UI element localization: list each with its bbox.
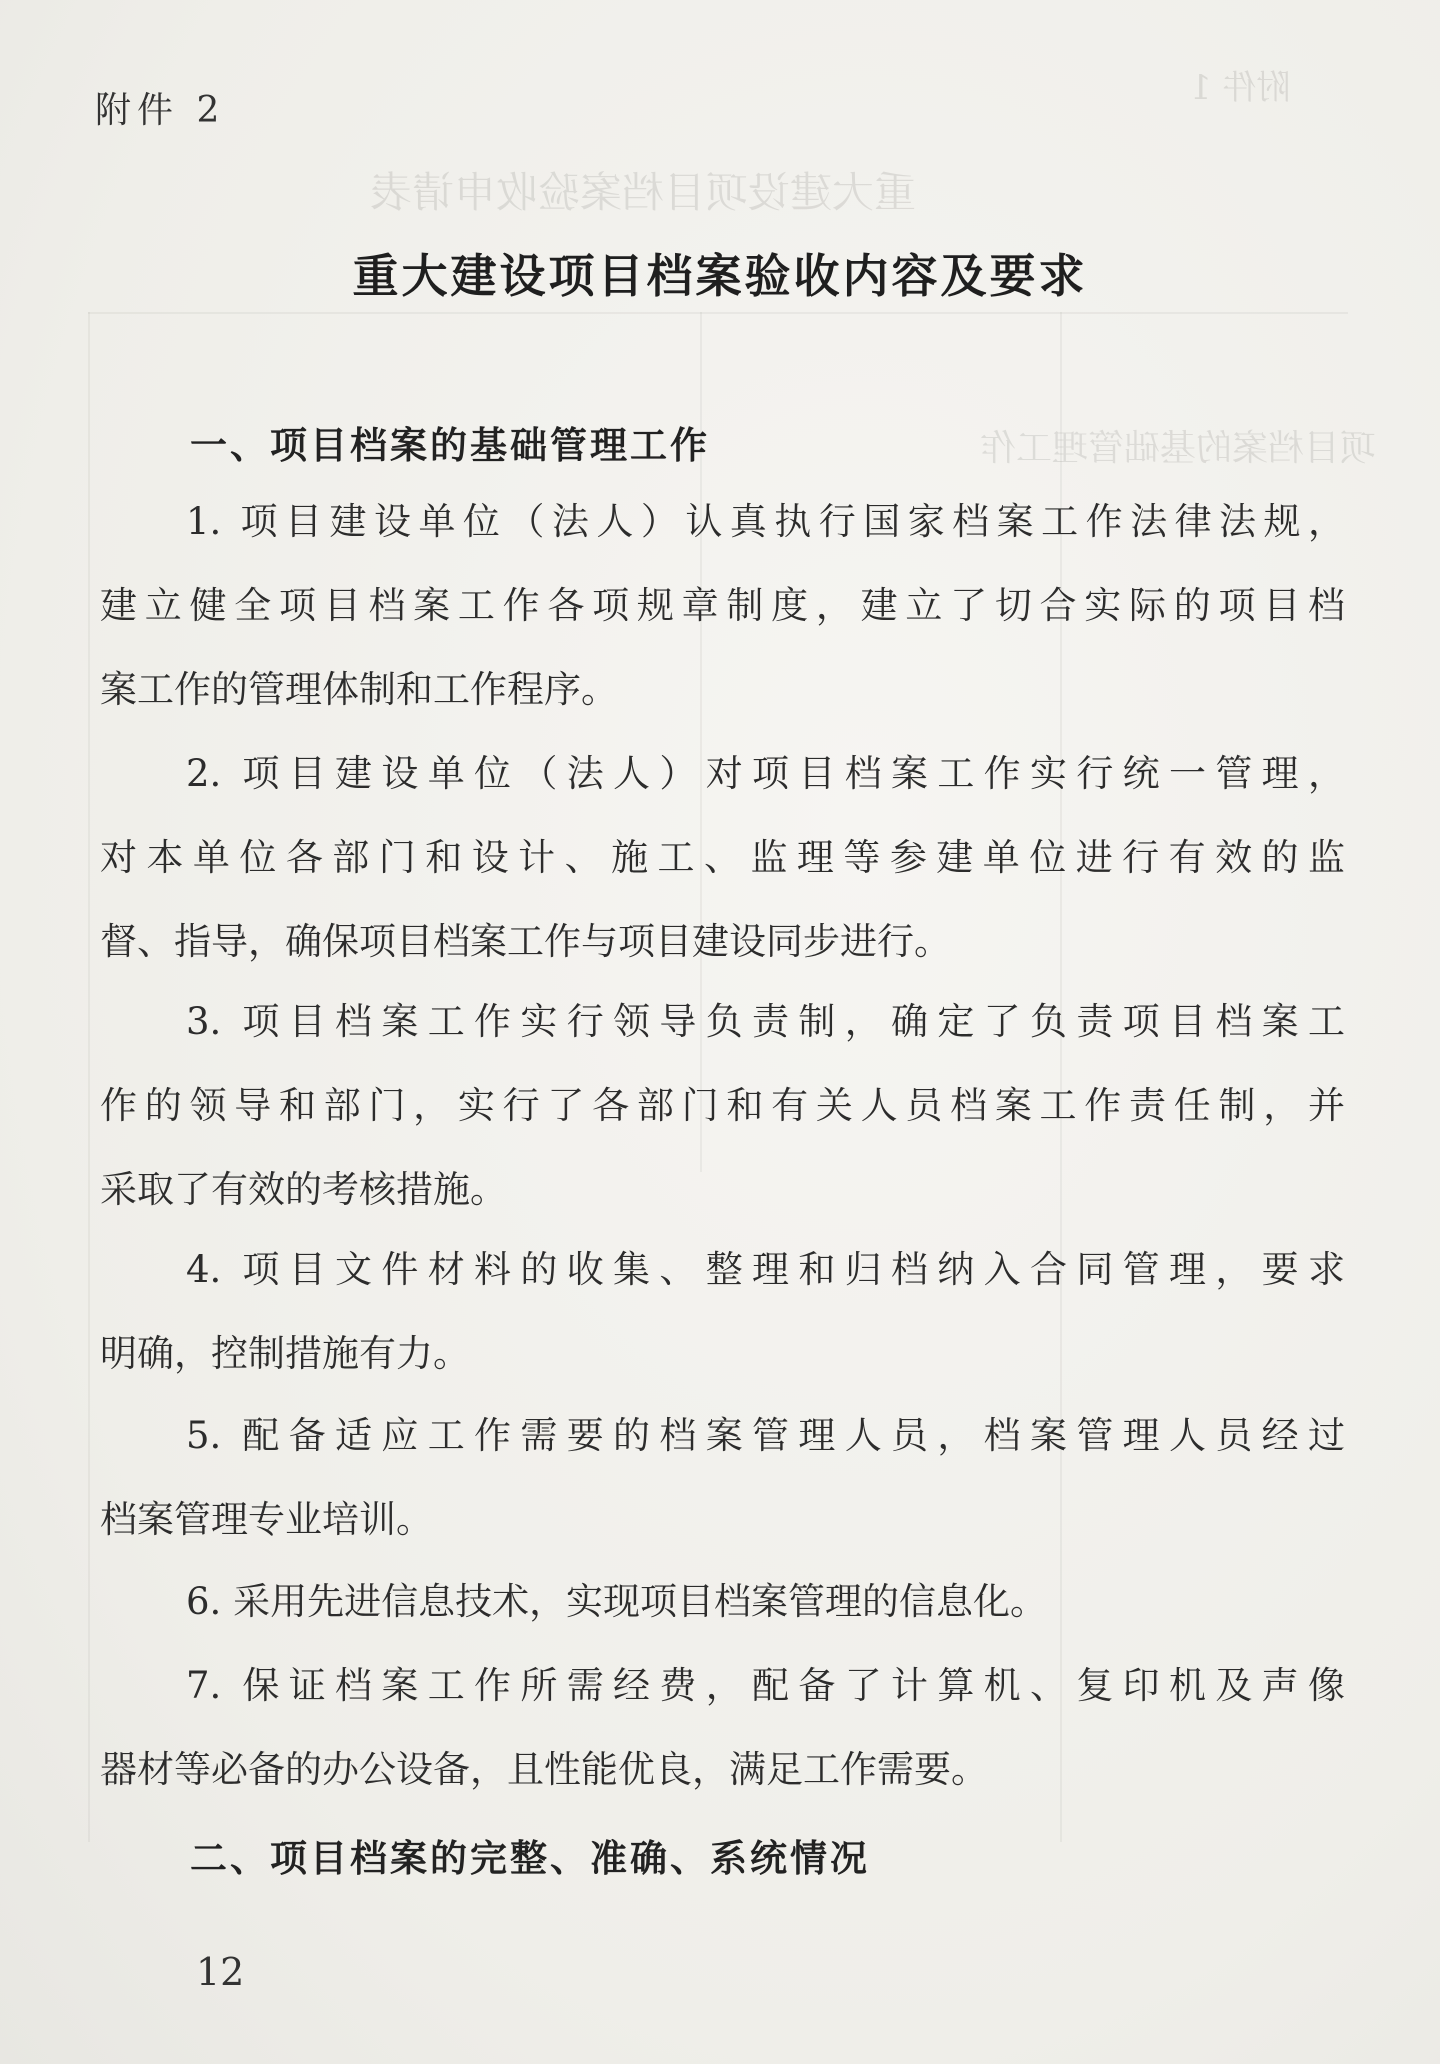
paragraph-line: 7. 保证档案工作所需经费，配备了计算机、复印机及声像 [186, 1664, 1345, 1707]
paragraph-line: 3. 项目档案工作实行领导负责制，确定了负责项目档案工 [186, 1000, 1345, 1043]
document-title: 重大建设项目档案验收内容及要求 [352, 249, 1088, 303]
paragraph-line: 对本单位各部门和设计、施工、监理等参建单位进行有效的监 [100, 836, 1345, 879]
paragraph-line: 建立健全项目档案工作各项规章制度，建立了切合实际的项目档 [100, 584, 1345, 627]
paragraph-line: 督、指导，确保项目档案工作与项目建设同步进行。 [100, 920, 951, 963]
paragraph-line: 5. 配备适应工作需要的档案管理人员，档案管理人员经过 [186, 1414, 1345, 1457]
paragraph-line: 4. 项目文件材料的收集、整理和归档纳入合同管理，要求 [186, 1248, 1345, 1291]
paragraph-line: 6. 采用先进信息技术，实现项目档案管理的信息化。 [186, 1580, 1048, 1623]
paragraph-item-5 [100, 1394, 1345, 1562]
paragraph-item-4 [100, 1228, 1345, 1396]
paragraph-line: 案工作的管理体制和工作程序。 [100, 668, 618, 711]
document-page: 附件 1 重大建设项目档案验收申请表 项目档案的基础管理工作 附件 2 重大建设项目档案验收内容及要求 一、项目档案的基础管理工作 1. 项目建设单位（法人）认真执行国家档案工作法律法规， 建立健全项目档案工作各项规章制度，建立了切合实际的项目档 案工作的管理体制和工作程序。 2. 项目建设单位（法人）对项目档案工作实行统一管理， 对本单位各部门和设计、施工、监理等参建单位进行有效的监 督、指导，确保项目档案工作与项目建设同步进行。 3. 项目档案工作实行领导负责制，确定了负责项目档案工 作的领导和部门，实行了各部门和有关人员档案工作责任制，并 采取了有效的考核措施。 4. 项目文件材料的收集、整理和归档纳入合同管理，要求 明确，控制措施有力。 5. 配备适应工作需要的档案管理人员，档案管理人员经过 档案管理专业培训。 6. 采用先进信息技术，实现项目档案管理的信息化。 7. 保证档案工作所需经费，配备了计算机、复印机及声像 器材等必备的办公设备，且性能优良，满足工作需要。 二、项目档案的完整、准确、系统情况 12 [0, 0, 1440, 2064]
paragraph-line: 2. 项目建设单位（法人）对项目档案工作实行统一管理， [186, 752, 1345, 795]
section-heading: 二、项目档案的完整、准确、系统情况 [190, 1837, 870, 1880]
paragraph-item-6 [100, 1560, 1345, 1644]
paragraph-item-1 [100, 480, 1345, 732]
page-number: 12 [196, 1950, 245, 1994]
paragraph-item-2 [100, 732, 1345, 984]
paragraph-line: 采取了有效的考核措施。 [100, 1168, 507, 1211]
paragraph-line: 作的领导和部门，实行了各部门和有关人员档案工作责任制，并 [100, 1084, 1345, 1127]
paragraph-line: 明确，控制措施有力。 [100, 1332, 470, 1375]
section-heading: 一、项目档案的基础管理工作 [190, 424, 710, 467]
paragraph-line: 器材等必备的办公设备，且性能优良，满足工作需要。 [100, 1748, 988, 1791]
paragraph-line: 档案管理专业培训。 [100, 1498, 433, 1541]
paragraph-item-7 [100, 1644, 1345, 1812]
attachment-label: 附件 2 [95, 90, 226, 131]
paragraph-line: 1. 项目建设单位（法人）认真执行国家档案工作法律法规， [186, 500, 1345, 543]
paragraph-item-3 [100, 980, 1345, 1232]
